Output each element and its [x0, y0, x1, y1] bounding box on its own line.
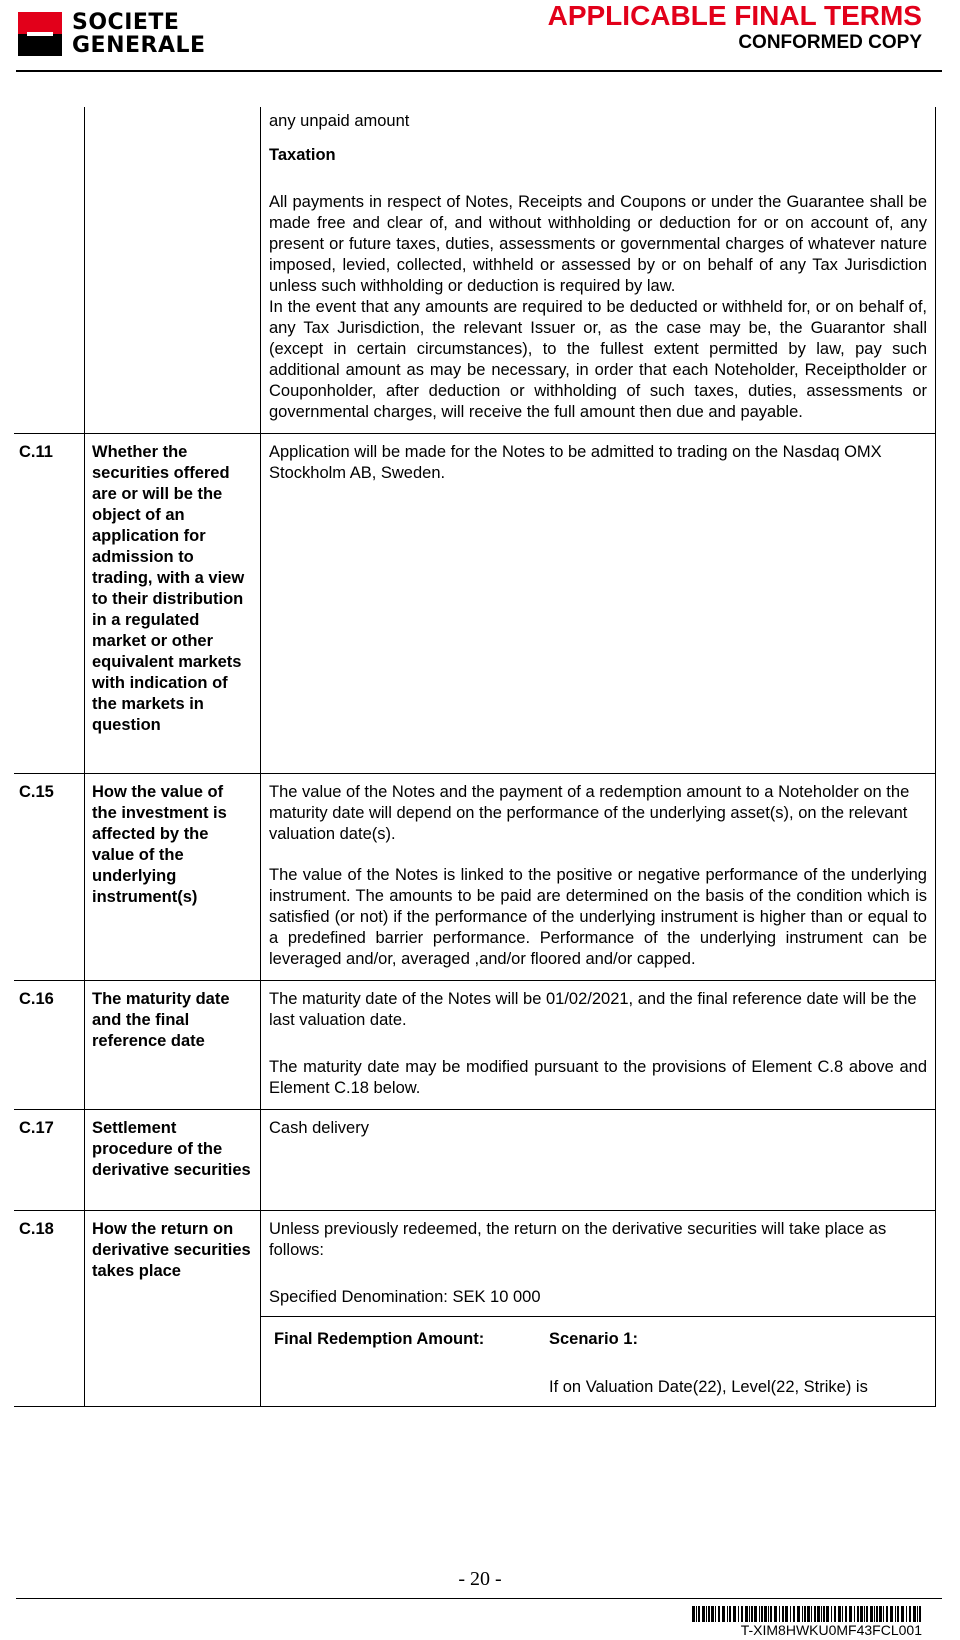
content-para: Cash delivery: [269, 1119, 369, 1137]
row-content: [261, 1211, 936, 1407]
table-row: [14, 774, 936, 981]
document-subtitle: CONFORMED COPY: [738, 32, 922, 53]
element-title: How the return on derivative securities takes place: [85, 1211, 261, 1407]
taxation-para-2: In the event that any amounts are required to be deducted or withheld for, or on behalf of, any Tax Jurisdiction, the relevant Issuer or, as the case may be, the Guarantor shall (except in certain circumstances), to the fullest extent permitted by law, pay such additional amount as may be necessary, in order that each Noteholder, Receiptholder or Couponholder, after deduction or withholding of such taxes, duties, assessments or governmental charges, will receive the full amount then due and payable.: [269, 298, 927, 421]
table-row: [14, 1211, 936, 1407]
table-row: [14, 981, 936, 1110]
logo-square-icon: [18, 12, 62, 56]
element-id: C.11: [14, 434, 85, 774]
societe-generale-logo: [18, 12, 240, 58]
table-row: [14, 107, 936, 434]
document-code: T-XIM8HWKU0MF43FCL001: [740, 1622, 922, 1638]
barcode-icon: [692, 1606, 922, 1622]
unpaid-amount-text: any unpaid amount: [269, 112, 410, 130]
logo-line-1: SOCIETE: [72, 10, 180, 35]
content-para: Unless previously redeemed, the return on the derivative securities will take place as follows:: [269, 1220, 887, 1259]
content-para: Specified Denomination: SEK 10 000: [269, 1288, 541, 1306]
document-title: APPLICABLE FINAL TERMS: [547, 0, 922, 31]
header-divider: [16, 70, 942, 72]
logo-line-2: GENERALE: [72, 33, 206, 58]
element-id: C.16: [14, 981, 85, 1110]
element-title: Whether the securities offered are or will be the object of an application for admission to trading, with a view to their distribution in a regulated market or other equivalent markets with indication of the markets in question: [85, 434, 261, 774]
final-redemption-subtable: [261, 1316, 935, 1406]
row-content: [261, 981, 936, 1110]
footer-divider: [16, 1598, 942, 1599]
element-title: How the value of the investment is affected by the value of the underlying instrument(s): [85, 774, 261, 981]
content-para: The maturity date of the Notes will be 01/02/2021, and the final reference date will be the last valuation date.: [269, 990, 917, 1029]
final-redemption-label: Final Redemption Amount:: [274, 1330, 485, 1348]
element-id: C.17: [14, 1110, 85, 1211]
element-title: Settlement procedure of the derivative securities: [85, 1110, 261, 1211]
content-para: The value of the Notes is linked to the positive or negative performance of the underlying instrument. The amounts to be paid are determined on the basis of the condition which is satisfied (or not) if the performance of the underlying instrument is higher than or equal to a predefined barrier performance. Performance of the underlying instrument can be leveraged and/or, averaged ,and/or floored and/or capped.: [269, 866, 927, 968]
element-id: C.15: [14, 774, 85, 981]
row-content: [261, 434, 936, 774]
element-id: C.18: [14, 1211, 85, 1407]
element-title: The maturity date and the final reference date: [85, 981, 261, 1110]
scenario-text: If on Valuation Date(22), Level(22, Strike) is: [549, 1378, 868, 1396]
page-number: - 20 -: [458, 1568, 502, 1590]
table-row: [14, 1110, 936, 1211]
taxation-heading: Taxation: [269, 146, 336, 164]
taxation-para-1: All payments in respect of Notes, Receipts and Coupons or under the Guarantee shall be made free and clear of, and without withholding or deduction for or on account of, any present or future taxes, duties, assessments or governmental charges of whatever nature imposed, levied, collected, withheld or assessed by or on behalf of any Tax Jurisdiction unless such withholding or deduction is required by law.: [269, 193, 927, 295]
row-content: [261, 107, 936, 434]
row-content: [261, 1110, 936, 1211]
row-content: [261, 774, 936, 981]
summary-table: [14, 107, 936, 1407]
content-para: The maturity date may be modified pursuant to the provisions of Element C.8 above and Element C.18 below.: [269, 1058, 927, 1097]
logo-wordmark: [72, 11, 206, 57]
header-right: [548, 0, 922, 54]
content-para: Application will be made for the Notes to be admitted to trading on the Nasdaq OMX Stockholm AB, Sweden.: [269, 443, 882, 482]
content-para: The value of the Notes and the payment of a redemption amount to a Noteholder on the maturity date will depend on the performance of the underlying asset(s), on the relevant valuation date(s).: [269, 783, 910, 843]
table-row: [14, 434, 936, 774]
scenario-heading: Scenario 1:: [549, 1330, 638, 1348]
